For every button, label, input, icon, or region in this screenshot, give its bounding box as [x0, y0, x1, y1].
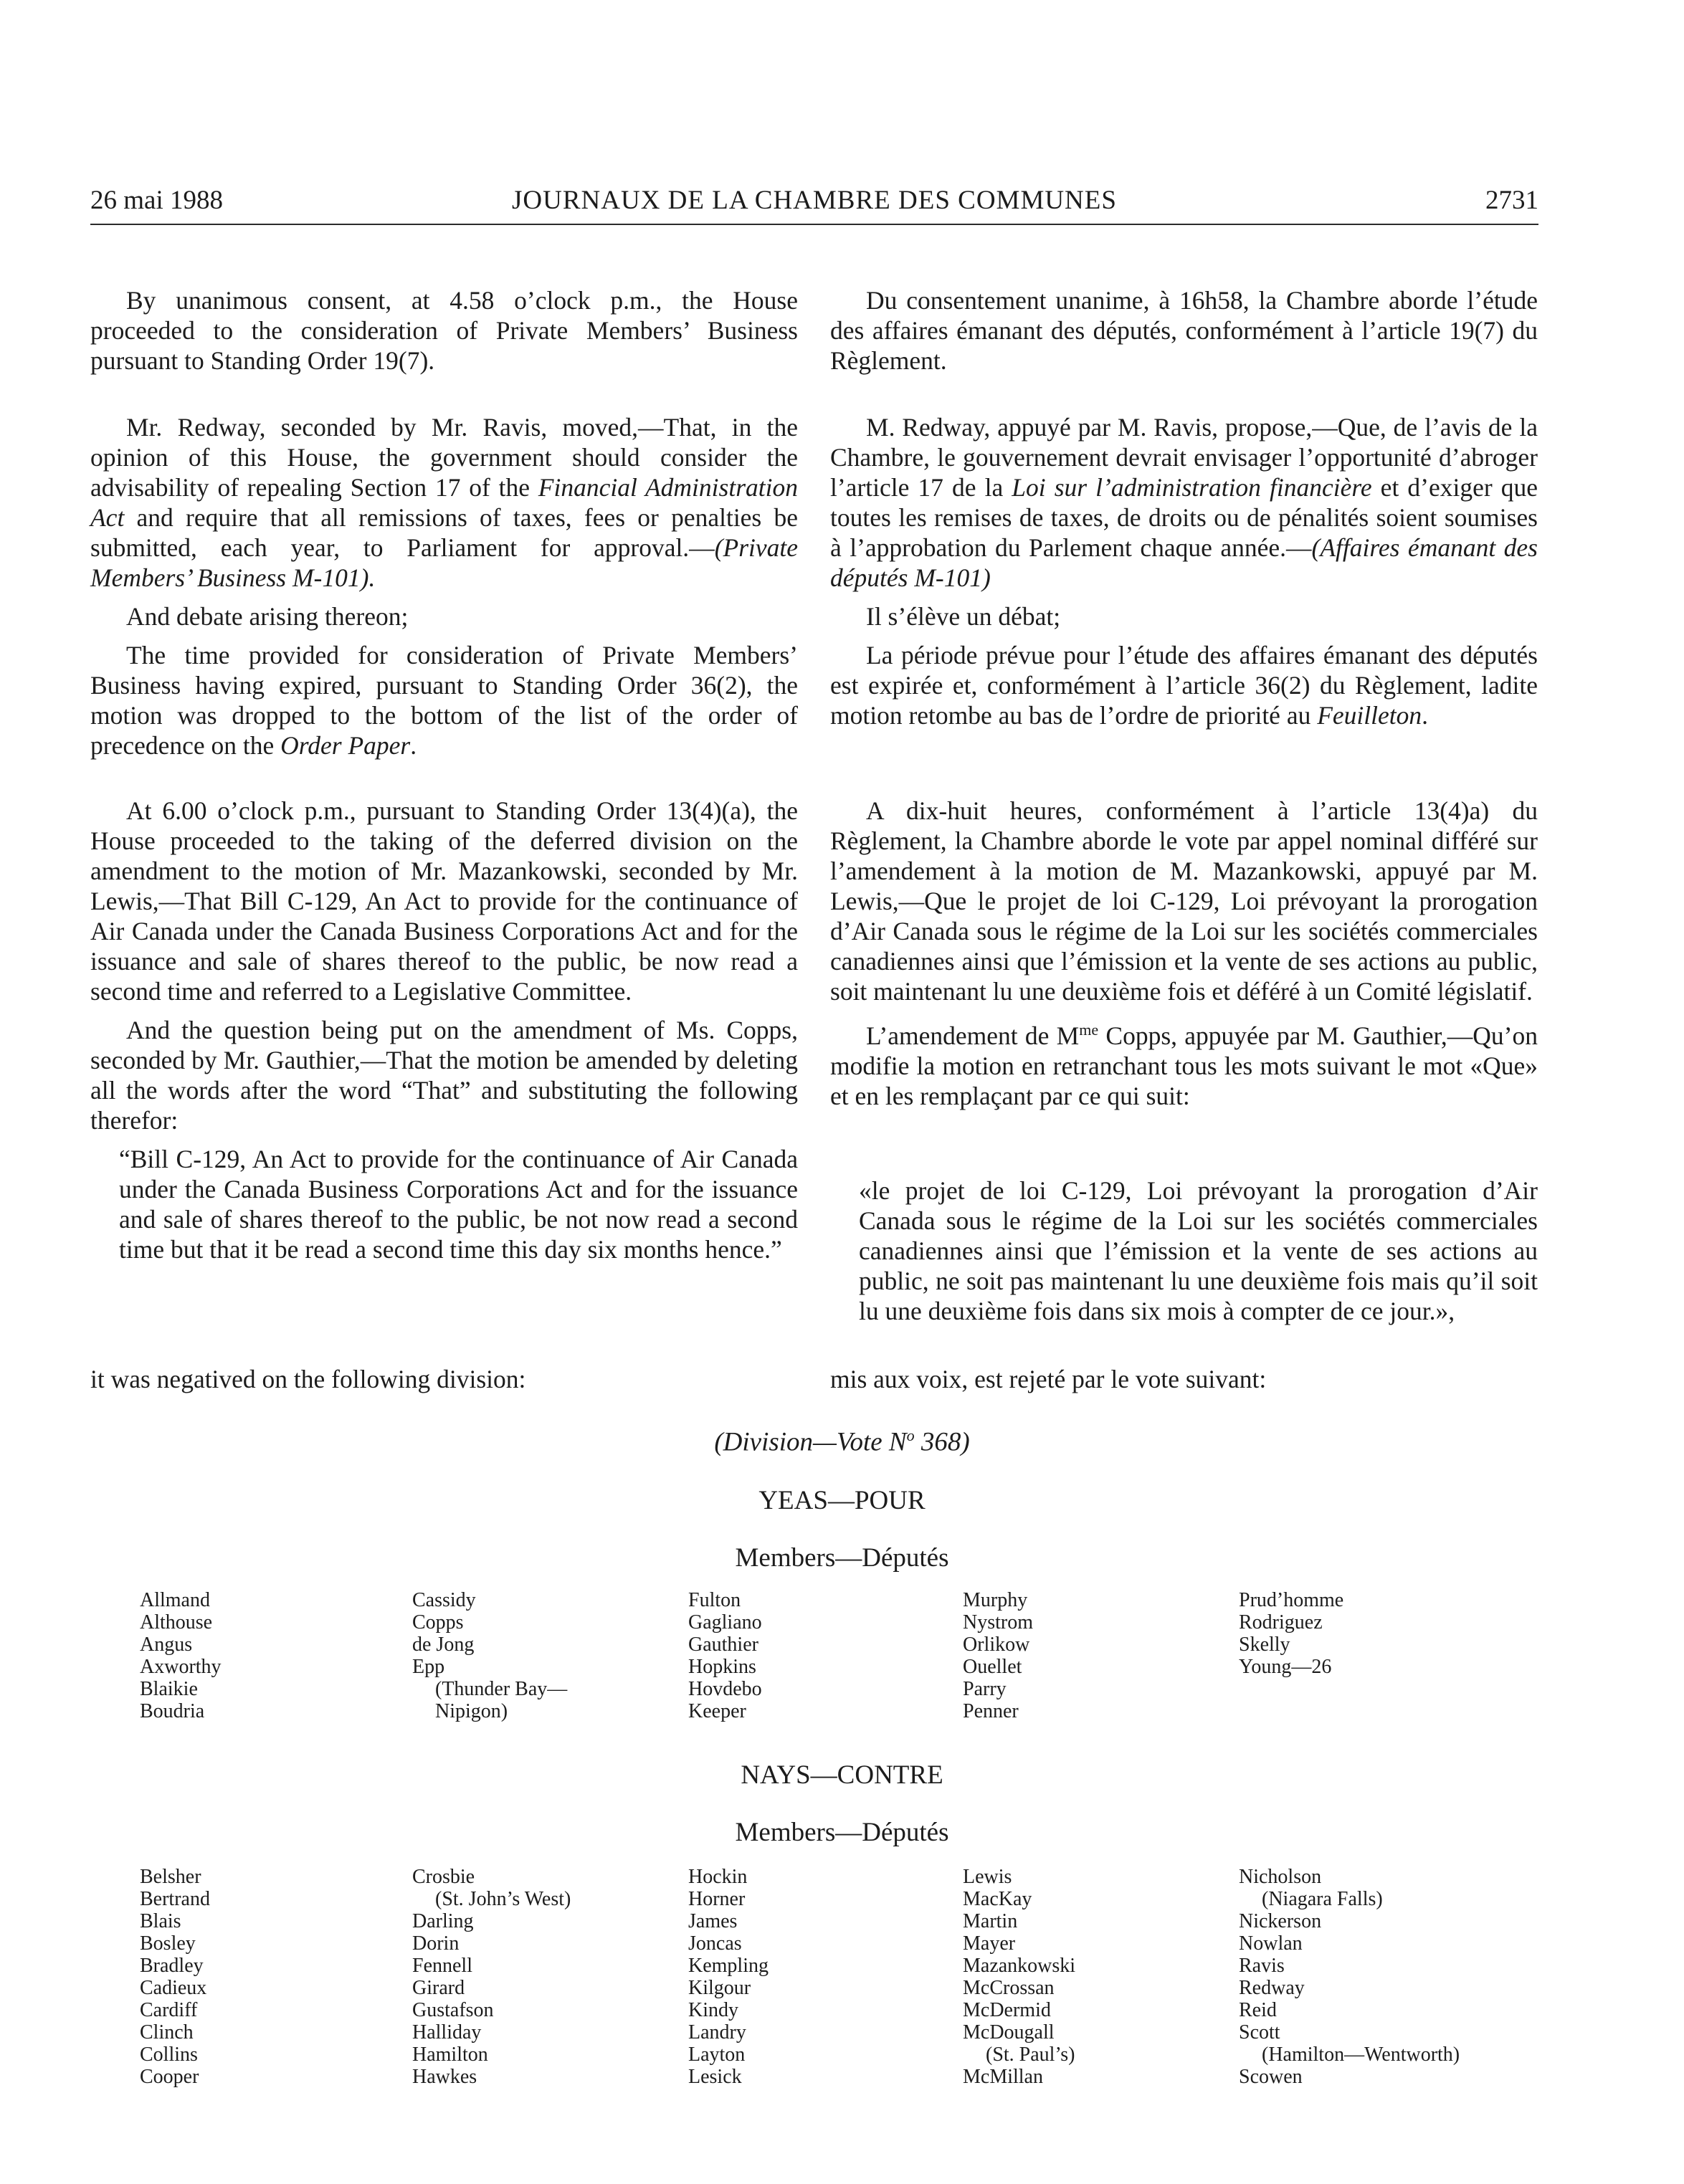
member-name: Belsher	[140, 1866, 201, 1888]
nays-column-4	[963, 1866, 1075, 2088]
member-name: Nipigon)	[435, 1700, 508, 1722]
member-name: Girard	[412, 1977, 465, 1999]
en-paragraph-deferred-division: At 6.00 o’clock p.m., pursuant to Standing Order 13(4)(a), the House proceeded to the taking of the deferred division on the amendment to the motion of Mr. Mazankowski, seconded by Mr. Lewis,—That Bill C-129, An Act to provide for the continuance of Air Canada under the Canada Business Corporations Act and for the issuance and sale of shares thereof to the public, be now read a second time and referred to a Legislative Committee.	[90, 796, 798, 1006]
member-name: Young—26	[1239, 1656, 1332, 1678]
member-name: Fennell	[412, 1955, 472, 1977]
member-name: Collins	[140, 2044, 198, 2066]
member-name: Nickerson	[1239, 1910, 1322, 1932]
fr-block-2	[830, 412, 1538, 739]
member-name: McDougall	[963, 2021, 1055, 2044]
yeas-column-5	[1239, 1589, 1343, 1678]
member-name: Crosbie	[412, 1866, 475, 1888]
fr-paragraph-amendment: L’amendement de $M^{me}$ Copps, appuyée par M. Gauthier,—Qu’on modifie la motion en retranchant tous les mots suivant le mot «Que» et en les remplaçant par ce qui suit:	[830, 1021, 1538, 1110]
member-name: Hawkes	[412, 2066, 477, 2088]
fr-block-4	[830, 1176, 1538, 1335]
en-paragraph-expired: The time provided for consideration of Private Members’ Business having expired, pursuant to Standing Order 36(2), the motion was dropped to the bottom of the list of the order of precedence on the Order Paper.	[90, 641, 798, 760]
member-name: Cassidy	[412, 1589, 476, 1611]
member-name: Allmand	[140, 1589, 210, 1611]
nays-members-heading: Members—Députés	[735, 1818, 949, 1847]
member-name: Hovdebo	[688, 1678, 762, 1700]
member-name: Kindy	[688, 1999, 738, 2021]
header-title: JOURNAUX DE LA CHAMBRE DES COMMUNES	[512, 186, 1117, 215]
en-block-1	[90, 285, 798, 384]
member-name: Gagliano	[688, 1611, 762, 1634]
fr-block-5	[830, 1364, 1538, 1403]
fr-block-3	[830, 796, 1538, 1120]
member-name: Mazankowski	[963, 1955, 1076, 1977]
member-name: de Jong	[412, 1634, 475, 1656]
nays-column-5	[1239, 1866, 1460, 2088]
member-name: MacKay	[963, 1888, 1032, 1910]
member-name: (Thunder Bay—	[435, 1678, 568, 1700]
member-name: Horner	[688, 1888, 746, 1910]
member-name: Scott	[1239, 2021, 1280, 2044]
member-name: (Niagara Falls)	[1262, 1888, 1383, 1910]
fr-block-1	[830, 285, 1538, 384]
member-name: Nicholson	[1239, 1866, 1322, 1888]
member-name: James	[688, 1910, 738, 1932]
member-name: Axworthy	[140, 1656, 222, 1678]
page-header	[90, 185, 1538, 225]
member-name: Bertrand	[140, 1888, 210, 1910]
member-name: Murphy	[963, 1589, 1028, 1611]
member-name: Gauthier	[688, 1634, 758, 1656]
member-name: Halliday	[412, 2021, 482, 2044]
en-result: it was negatived on the following division:	[90, 1365, 526, 1393]
member-name: Copps	[412, 1611, 464, 1634]
fr-paragraph-consent: Du consentement unanime, à 16h58, la Chambre aborde l’étude des affaires émanant des députés, conformément à l’article 19(7) du Règlement.	[830, 286, 1538, 375]
member-name: Kempling	[688, 1955, 769, 1977]
header-page-number: 2731	[1485, 186, 1538, 215]
member-name: Nowlan	[1239, 1932, 1303, 1955]
en-quote: “Bill C-129, An Act to provide for the continuance of Air Canada under the Canada Business Corporations Act and for the issuance and sale of shares thereof to the public, be not now read a second time but that it be read a second time this day six months hence.”	[119, 1145, 798, 1264]
nays-column-3	[688, 1866, 769, 2088]
member-name: Darling	[412, 1910, 474, 1932]
member-name: Lewis	[963, 1866, 1012, 1888]
member-name: Blais	[140, 1910, 181, 1932]
member-name: Parry	[963, 1678, 1007, 1700]
member-name: McMillan	[963, 2066, 1043, 2088]
member-name: Keeper	[688, 1700, 746, 1722]
en-paragraph-debate: And debate arising thereon;	[126, 602, 409, 631]
yeas-column-4	[963, 1589, 1033, 1722]
fr-paragraph-motion: M. Redway, appuyé par M. Ravis, propose,—Que, de l’avis de la Chambre, le gouvernement devrait envisager l’opportunité d’abroger l’article 17 de la Loi sur l’administration financière et d’exiger que toutes les remises de taxes, de droits ou de pénalités soient soumises à l’approbation du Parlement chaque année.—(Affaires émanant des députés M-101)	[830, 413, 1538, 592]
member-name: Blaikie	[140, 1678, 198, 1700]
member-name: (St. Paul’s)	[986, 2044, 1075, 2066]
member-name: Martin	[963, 1910, 1018, 1932]
member-name: Ouellet	[963, 1656, 1022, 1678]
member-name: Mayer	[963, 1932, 1016, 1955]
yeas-members-heading: Members—Députés	[735, 1543, 949, 1573]
yeas-column-1	[140, 1589, 222, 1722]
header-date: 26 mai 1988	[90, 186, 223, 215]
division-title: (Division—Vote $N^o$ 368)	[714, 1426, 970, 1457]
member-name: Joncas	[688, 1932, 742, 1955]
member-name: Epp	[412, 1656, 445, 1678]
member-name: Redway	[1239, 1977, 1305, 1999]
member-name: Rodriguez	[1239, 1611, 1323, 1634]
member-name: (St. John’s West)	[435, 1888, 571, 1910]
member-name: Cooper	[140, 2066, 199, 2088]
member-name: Landry	[688, 2021, 746, 2044]
nays-column-1	[140, 1866, 210, 2088]
en-block-4	[90, 1364, 798, 1403]
member-name: McDermid	[963, 1999, 1051, 2021]
member-name: Hamilton	[412, 2044, 488, 2066]
member-name: Kilgour	[688, 1977, 751, 1999]
member-name: Dorin	[412, 1932, 460, 1955]
member-name: Skelly	[1239, 1634, 1290, 1656]
member-name: Fulton	[688, 1589, 741, 1611]
yeas-column-3	[688, 1589, 762, 1722]
member-name: Ravis	[1239, 1955, 1285, 1977]
fr-paragraph-expired: La période prévue pour l’étude des affaires émanant des députés est expirée et, conformément à l’article 36(2) du Règlement, ladite motion retombe au bas de l’ordre de priorité au Feuilleton.	[830, 641, 1538, 730]
member-name: Althouse	[140, 1611, 213, 1634]
fr-quote: «le projet de loi C-129, Loi prévoyant la prorogation d’Air Canada sous le régime de la Loi sur les sociétés commerciales canadiennes ainsi que l’émission et la vente de ses actions au public, ne soit pas maintenant lu une deuxième fois mais qu’il soit lu une deuxième fois dans six mois à compter de ce jour.»,	[859, 1176, 1538, 1325]
member-name: Penner	[963, 1700, 1019, 1722]
yeas-heading: YEAS—POUR	[758, 1486, 926, 1515]
fr-result: mis aux voix, est rejeté par le vote suivant:	[830, 1365, 1267, 1393]
member-name: Cardiff	[140, 1999, 198, 2021]
nays-heading: NAYS—CONTRE	[741, 1760, 943, 1790]
en-block-3	[90, 796, 798, 1273]
member-name: Bosley	[140, 1932, 196, 1955]
member-name: Boudria	[140, 1700, 205, 1722]
member-name: Nystrom	[963, 1611, 1033, 1634]
member-name: Bradley	[140, 1955, 204, 1977]
member-name: Orlikow	[963, 1634, 1030, 1656]
member-name: McCrossan	[963, 1977, 1055, 1999]
en-paragraph-motion: Mr. Redway, seconded by Mr. Ravis, moved,—That, in the opinion of this House, the government should consider the advisability of repealing Section 17 of the Financial Administration Act and require that all remissions of taxes, fees or penalties be submitted, each year, to Parliament for approval.—(Private Members’ Business M-101).	[90, 413, 798, 592]
member-name: (Hamilton—Wentworth)	[1262, 2044, 1460, 2066]
member-name: Prud’homme	[1239, 1589, 1344, 1611]
fr-paragraph-deferred-division: A dix-huit heures, conformément à l’article 13(4)a) du Règlement, la Chambre aborde le vote par appel nominal différé sur l’amendement à la motion de M. Mazankowski, appuyé par M. Lewis,—Que le projet de loi C-129, Loi prévoyant la prorogation d’Air Canada sous le régime de la Loi sur les sociétés commerciales canadiennes ainsi que l’émission et la vente de ses actions au public, soit maintenant lu une deuxième fois et déféré à un Comité législatif.	[830, 796, 1538, 1006]
en-block-2	[90, 412, 798, 769]
member-name: Clinch	[140, 2021, 194, 2044]
member-name: Scowen	[1239, 2066, 1303, 2088]
member-name: Hopkins	[688, 1656, 756, 1678]
member-name: Reid	[1239, 1999, 1277, 2021]
nays-column-2	[412, 1866, 571, 2088]
member-name: Cadieux	[140, 1977, 207, 1999]
member-name: Hockin	[688, 1866, 748, 1888]
en-paragraph-consent: By unanimous consent, at 4.58 o’clock p.m., the House proceeded to the consideration of Private Members’ Business pursuant to Standing Order 19(7).	[90, 286, 798, 375]
member-name: Lesick	[688, 2066, 742, 2088]
member-name: Angus	[140, 1634, 193, 1656]
member-name: Gustafson	[412, 1999, 494, 2021]
fr-paragraph-debate: Il s’élève un débat;	[866, 602, 1061, 631]
member-name: Layton	[688, 2044, 746, 2066]
en-paragraph-amendment: And the question being put on the amendment of Ms. Copps, seconded by Mr. Gauthier,—That the motion be amended by deleting all the words after the word “That” and substituting the following therefor:	[90, 1016, 798, 1135]
yeas-column-2	[412, 1589, 567, 1722]
